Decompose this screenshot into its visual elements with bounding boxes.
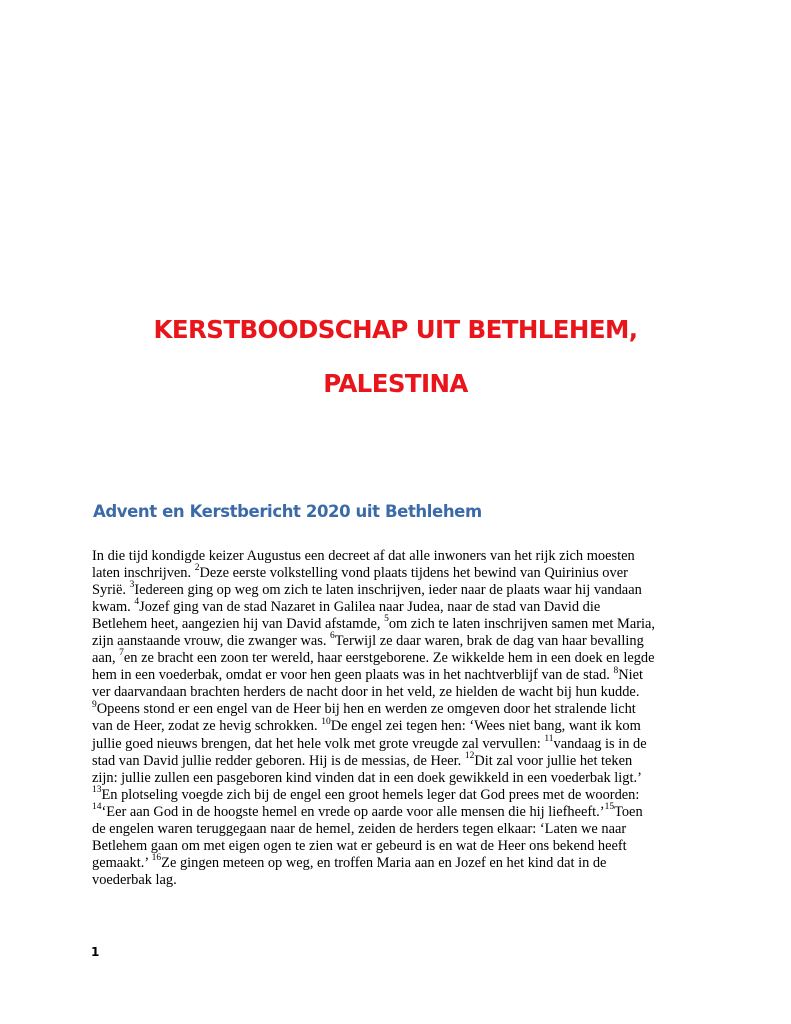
text-segment: Jozef ging van de stad Nazaret in Galilea naar Judea, naar de stad van David die bbox=[139, 599, 601, 616]
verse-number: 16 bbox=[151, 853, 162, 864]
text-line bbox=[92, 733, 712, 753]
section-heading: Advent en Kerstbericht 2020 uit Bethlehem bbox=[93, 502, 482, 521]
text-line bbox=[92, 633, 712, 650]
text-line bbox=[92, 718, 712, 735]
text-segment: Iedereen ging op weg om zich te laten inschrijven, ieder naar de plaats waar hij vandaan bbox=[134, 582, 642, 599]
text-line bbox=[92, 599, 712, 616]
text-segment: En plotseling voegde zich bij de engel een groot hemels leger dat God prees met de woorden: bbox=[101, 786, 640, 803]
page-number: 1 bbox=[91, 945, 100, 959]
text-line bbox=[92, 872, 712, 889]
text-segment: Syrië. bbox=[92, 582, 130, 599]
verse-number: 12 bbox=[464, 750, 475, 761]
verse-number: 10 bbox=[321, 716, 331, 727]
text-line bbox=[92, 565, 712, 582]
verse-number: 15 bbox=[604, 801, 615, 812]
text-segment: ‘Eer aan God in de hoogste hemel en vrede op aarde voor alle mensen die hij liefheeft.’ bbox=[101, 803, 605, 820]
text-segment: Betlehem gaan om met eigen ogen te zien wat er gebeurd is en wat de Heer ons bekend heeft bbox=[92, 837, 627, 854]
text-segment: Betlehem heet, aangezien hij van David afstamde, bbox=[92, 616, 385, 633]
text-line bbox=[92, 750, 712, 770]
text-segment: Ze gingen meteen op weg, en troffen Maria aan en Jozef en het kind dat in de bbox=[161, 854, 607, 871]
text-segment: om zich te laten inschrijven samen met Maria, bbox=[388, 616, 655, 633]
verse-number: 2 bbox=[194, 563, 200, 574]
text-line bbox=[92, 667, 712, 684]
text-segment: voederbak lag. bbox=[92, 871, 177, 888]
text-segment: zijn aanstaande vrouw, die zwanger was. bbox=[92, 633, 331, 650]
verse-number: 4 bbox=[134, 597, 140, 608]
text-segment: Terwijl ze daar waren, brak de dag van haar bevalling bbox=[334, 633, 644, 650]
text-segment: De engel zei tegen hen: ‘Wees niet bang, want ik kom bbox=[330, 718, 641, 735]
verse-number: 14 bbox=[92, 801, 102, 812]
verse-number: 5 bbox=[384, 614, 389, 625]
verse-number: 8 bbox=[613, 665, 619, 676]
text-segment: aan, bbox=[92, 650, 120, 667]
title-line-2: PALESTINA bbox=[323, 369, 468, 398]
text-segment: van de Heer, zodat ze hevig schrokken. bbox=[92, 718, 322, 735]
verse-number: 9 bbox=[92, 699, 97, 710]
text-segment: jullie goed nieuws brengen, dat het hele volk met grote vreugde zal vervullen: bbox=[92, 735, 545, 752]
verse-number: 7 bbox=[119, 648, 124, 659]
text-line bbox=[92, 616, 712, 633]
text-line bbox=[92, 855, 712, 872]
text-segment: en ze bracht een zoon ter wereld, haar eerstgeborene. Ze wikkelde hem in een doek en legde bbox=[123, 650, 655, 667]
text-segment: Niet bbox=[618, 667, 644, 684]
text-segment: zijn: jullie zullen een pasgeboren kind vinden dat in een doek gewikkeld in een voederbak ligt.’ bbox=[92, 769, 642, 786]
text-segment: In die tijd kondigde keizer Augustus een decreet af dat alle inwoners van het rijk zich moesten bbox=[92, 548, 635, 564]
title-line-1: KERSTBOODSCHAP UIT BETHLEHEM, bbox=[153, 315, 638, 344]
verse-number: 11 bbox=[544, 733, 554, 744]
text-segment: ver daarvandaan brachten herders de nacht door in het veld, ze hielden de wacht bij hun kudde. bbox=[92, 684, 640, 701]
text-line bbox=[92, 801, 712, 821]
text-segment: hem in een voederbak, omdat er voor hen geen plaats was in het nachtverblijf van de stad. bbox=[92, 667, 614, 684]
text-line bbox=[92, 770, 712, 787]
text-segment: stad van David jullie redder geboren. Hij is de messias, de Heer. bbox=[92, 752, 465, 769]
scripture-paragraph bbox=[92, 548, 712, 889]
text-line bbox=[92, 548, 712, 565]
text-segment: Dit zal voor jullie het teken bbox=[474, 752, 633, 769]
text-line bbox=[92, 784, 712, 804]
document-title bbox=[0, 303, 791, 411]
verse-number: 6 bbox=[330, 631, 335, 642]
text-line bbox=[92, 701, 712, 718]
text-segment: Toen bbox=[614, 803, 643, 820]
text-segment: de engelen waren teruggegaan naar de hemel, zeiden de herders tegen elkaar: ‘Laten we naar bbox=[92, 820, 627, 837]
text-segment: kwam. bbox=[92, 599, 135, 616]
text-line bbox=[92, 821, 712, 838]
text-line bbox=[92, 684, 712, 701]
text-segment: vandaag is in de bbox=[553, 735, 647, 752]
text-segment: gemaakt.’ bbox=[92, 854, 152, 871]
text-line bbox=[92, 650, 712, 667]
text-segment: Deze eerste volkstelling vond plaats tijdens het bewind van Quirinius over bbox=[199, 565, 628, 582]
text-line bbox=[92, 582, 712, 599]
verse-number: 3 bbox=[129, 580, 135, 591]
verse-number: 13 bbox=[92, 784, 102, 795]
text-segment: laten inschrijven. bbox=[92, 565, 195, 582]
text-line bbox=[92, 838, 712, 855]
text-segment: Opeens stond er een engel van de Heer bij hen en werden ze omgeven door het stralende licht bbox=[96, 701, 636, 718]
